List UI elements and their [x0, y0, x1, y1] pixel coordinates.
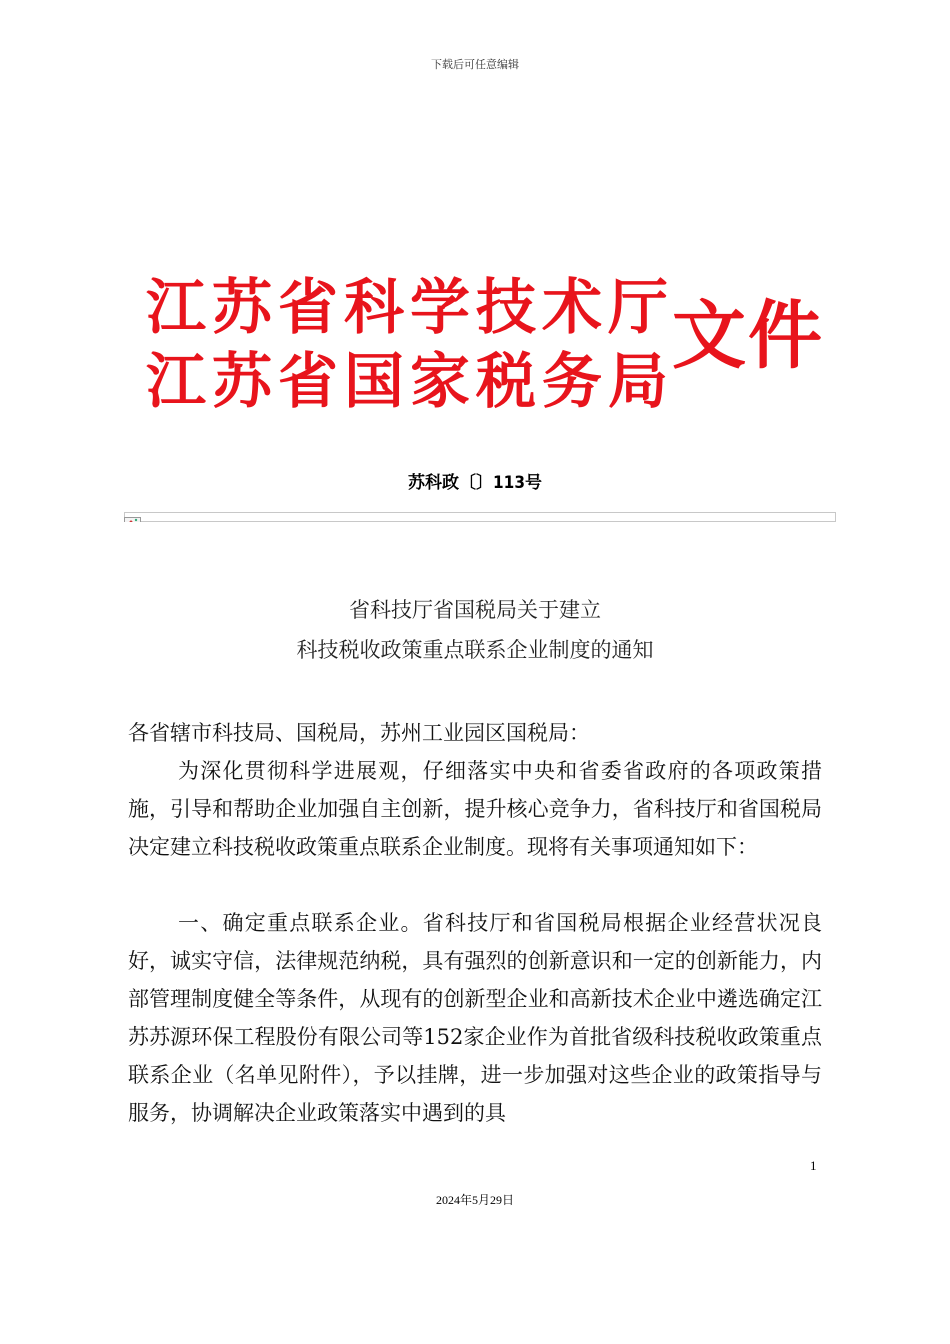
notice-title-line-1: 省科技厅省国税局关于建立 — [349, 598, 601, 622]
header-note: 下载后可任意编辑 — [431, 58, 519, 71]
notice-title-line-2: 科技税收政策重点联系企业制度的通知 — [296, 638, 654, 662]
broken-image-icon — [124, 512, 142, 522]
document-suffix: 文件 — [672, 293, 824, 379]
document-number: 苏科政〔〕113号 — [408, 473, 542, 493]
paragraph-section-one: 一、确定重点联系企业。省科技厅和省国税局根据企业经营状况良好，诚实守信，法律规范纳税，具有强烈的创新意识和一定的创新能力，内部管理制度健全等条件，从现有的创新型企业和高新技术企业中遴选确定江苏苏源环保工程股份有限公司等152家企业作为首批省级科技税收政策重点联系企业（名单见附件），予以挂牌，进一步加强对这些企业的政策指导与服务，协调解决企业政策落实中遇到的具 — [128, 911, 822, 1125]
salutation: 各省辖市科技局、国税局，苏州工业园区国税局： — [128, 721, 590, 745]
issuer-line-2: 江苏省国家税务局 — [146, 347, 674, 417]
footer-date: 2024年5月29日 — [435, 1193, 514, 1207]
page-number: 1 — [810, 1158, 817, 1173]
paragraph-intro: 为深化贯彻科学进展观，仔细落实中央和省委省政府的各项政策措施，引导和帮助企业加强自主创新，提升核心竞争力，省科技厅和省国税局决定建立科技税收政策重点联系企业制度。现将有关事项通知如下： — [128, 759, 822, 859]
header-rule — [124, 512, 836, 522]
issuer-line-1: 江苏省科学技术厅 — [146, 273, 674, 343]
